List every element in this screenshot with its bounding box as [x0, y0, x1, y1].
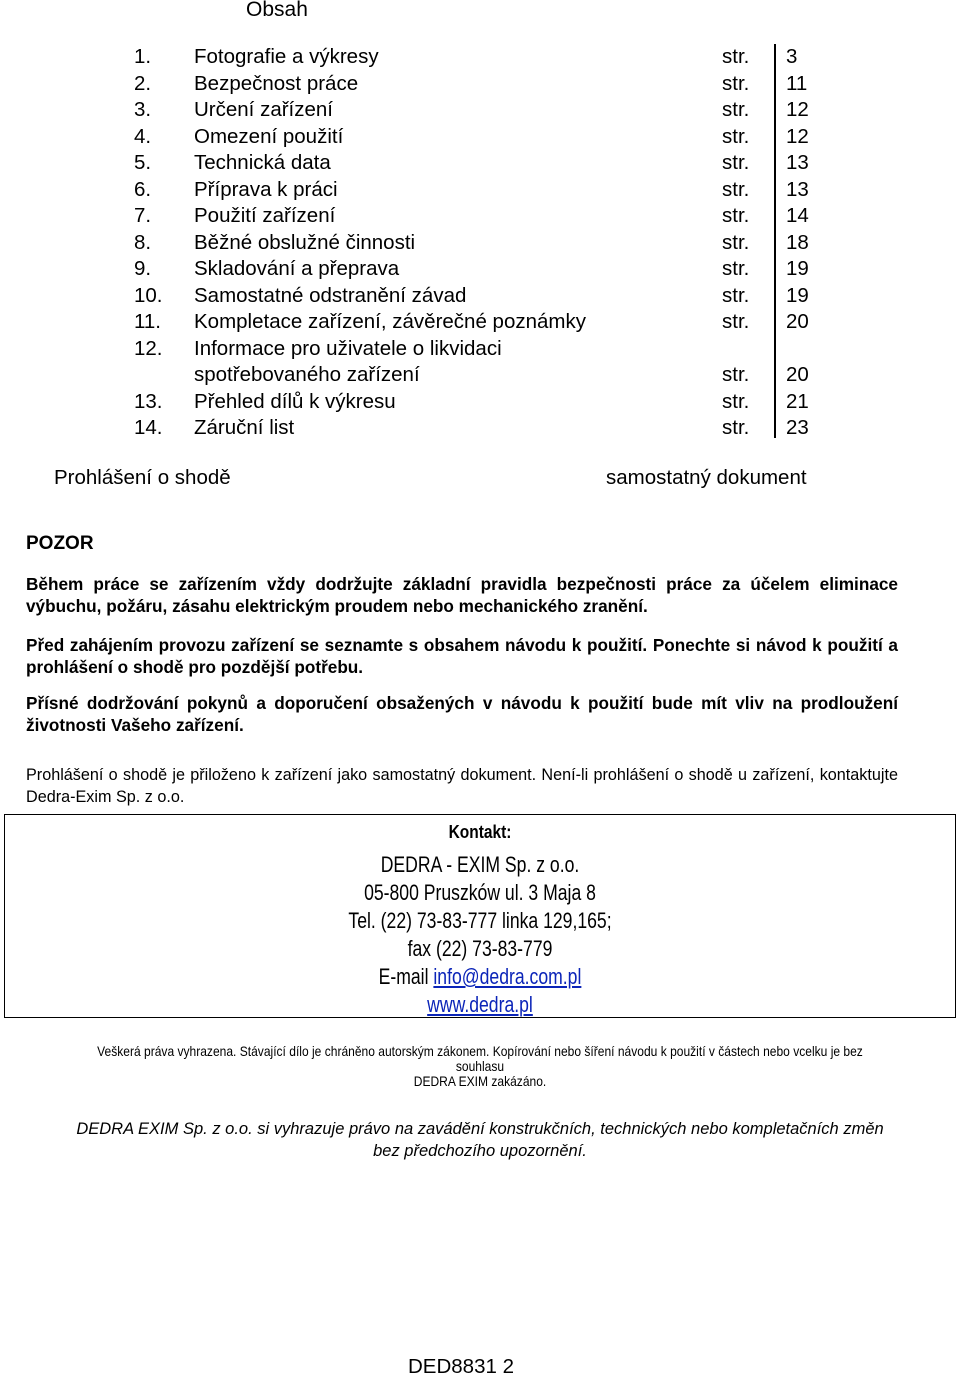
toc-str-label: str. — [722, 45, 750, 68]
toc-number: 9. — [134, 257, 152, 280]
toc-row[interactable] — [0, 309, 960, 336]
toc-number: 14. — [134, 416, 163, 439]
toc-page-number: 14 — [786, 204, 809, 227]
contact-heading: Kontakt: — [448, 822, 512, 842]
toc-row[interactable] — [0, 230, 960, 257]
toc-row[interactable] — [0, 336, 960, 389]
toc-row[interactable] — [0, 177, 960, 204]
toc-str-label: str. — [722, 71, 750, 95]
toc-row[interactable] — [0, 283, 960, 310]
warning-paragraph: Před zahájením provozu zařízení se seznamte s obsahem návodu k použití. Ponechte si návod k použití a prohlášení o shodě pro pozdější potřebu. — [26, 635, 898, 677]
toc-title: Bezpečnost práce — [194, 71, 359, 95]
declaration-label: Prohlášení o shodě — [54, 466, 231, 489]
email-label: E-mail — [378, 964, 429, 989]
toc-page-number: 12 — [786, 98, 809, 121]
toc-row[interactable] — [0, 71, 960, 98]
toc-title: Přehled dílů k výkresu — [194, 389, 396, 413]
toc-str-label: str. — [722, 363, 750, 386]
warning-paragraph: Během práce se zařízením vždy dodržujte základní pravidla bezpečnosti práce za účelem eliminace výbuchu, požáru, zásahu elektrickým proudem nebo mechanického zranění. — [26, 574, 898, 616]
toc-page-number: 13 — [786, 177, 809, 201]
document-code: DED8831 2 — [408, 1355, 514, 1378]
toc-str-label: str. — [722, 177, 750, 201]
toc-row[interactable] — [0, 389, 960, 416]
toc-title — [194, 336, 714, 389]
toc-title: Běžné obslužné činnosti — [194, 230, 416, 254]
contact-address: 05-800 Pruszków ul. 3 Maja 8 — [364, 880, 596, 905]
toc-number: 10. — [134, 283, 163, 307]
toc-str-label: str. — [722, 204, 750, 227]
toc-str-label: str. — [722, 257, 750, 280]
toc-divider — [774, 44, 776, 438]
toc-page-number: 3 — [786, 45, 798, 68]
website-link[interactable]: www.dedra.pl — [427, 992, 533, 1017]
disclaimer-line: bez předchozího upozornění. — [373, 1142, 587, 1160]
toc-number: 13. — [134, 389, 163, 413]
toc-number: 11. — [134, 310, 161, 333]
toc-title: Skladování a přeprava — [194, 257, 400, 280]
toc-str-label: str. — [722, 389, 750, 413]
toc-title: Samostatné odstranění závad — [194, 283, 467, 307]
toc-page-number: 19 — [786, 283, 809, 307]
toc-page-number: 12 — [786, 124, 809, 148]
toc-str-label: str. — [722, 416, 750, 439]
email-link[interactable]: info@dedra.com.pl — [433, 964, 582, 989]
toc-row[interactable] — [0, 97, 960, 124]
copyright-line: Veškerá práva vyhrazena. Stávající dílo je chráněno autorským zákonem. Kopírování nebo šíření návodu k použití v částech nebo vcelku je bez souhlasu — [97, 1043, 863, 1074]
toc-number: 4. — [134, 124, 152, 148]
contact-phone: Tel. (22) 73-83-777 linka 129,165; — [348, 908, 612, 933]
toc-number: 8. — [134, 230, 152, 254]
toc-title: Technická data — [194, 151, 331, 174]
toc-title: Záruční list — [194, 416, 295, 439]
copyright-line: DEDRA EXIM zakázáno. — [413, 1073, 547, 1089]
declaration-paragraph: Prohlášení o shodě je přiloženo k zařízení jako samostatný dokument. Není-li prohlášení o shodě u zařízení, kontaktujte Dedra-Exim Sp. z o.o. — [26, 766, 898, 806]
toc-row[interactable] — [0, 124, 960, 151]
contact-fax: fax (22) 73-83-779 — [407, 936, 553, 961]
toc-page-number: 23 — [786, 416, 809, 439]
toc-row[interactable] — [0, 44, 960, 71]
toc-row[interactable] — [0, 256, 960, 283]
toc-title: Kompletace zařízení, závěrečné poznámky — [194, 310, 586, 333]
toc-str-label: str. — [722, 310, 750, 333]
toc-str-label: str. — [722, 151, 750, 174]
toc-title: Fotografie a výkresy — [194, 45, 379, 68]
warning-title: POZOR — [26, 533, 94, 554]
toc-page-number: 19 — [786, 257, 809, 280]
disclaimer — [20, 1118, 940, 1162]
toc-number: 2. — [134, 71, 152, 95]
toc-row[interactable] — [0, 150, 960, 177]
toc-page-number: 20 — [786, 363, 809, 386]
toc-title: Použití zařízení — [194, 204, 336, 227]
contact-web-line — [100, 992, 860, 1018]
toc-row[interactable] — [0, 203, 960, 230]
page-title: Obsah — [246, 0, 308, 21]
toc-str-label: str. — [722, 124, 750, 148]
toc-title-line: Informace pro uživatele o likvidaci — [194, 336, 502, 360]
disclaimer-line: DEDRA EXIM Sp. z o.o. si vyhrazuje právo na zavádění konstrukčních, technických nebo kompletačních změn — [76, 1120, 884, 1138]
toc-number: 6. — [134, 177, 152, 201]
toc-page-number: 20 — [786, 310, 809, 333]
declaration-note: samostatný dokument — [606, 466, 807, 489]
contact-email-line — [100, 964, 860, 990]
toc-number: 5. — [134, 151, 152, 174]
toc-number: 12. — [134, 336, 163, 360]
toc-number: 1. — [134, 45, 152, 68]
toc-page-number: 18 — [786, 230, 809, 254]
warning-paragraph: Přísné dodržování pokynů a doporučení obsažených v návodu k použití bude mít vliv na prodloužení životnosti Vašeho zařízení. — [26, 693, 898, 735]
copyright-notice — [84, 1044, 875, 1089]
toc-page-number: 13 — [786, 151, 809, 174]
toc-title: Určení zařízení — [194, 98, 333, 121]
toc-number: 7. — [134, 204, 152, 227]
contact-box — [4, 814, 956, 1018]
toc-title: Omezení použití — [194, 124, 344, 148]
toc-title: Příprava k práci — [194, 177, 338, 201]
toc-number: 3. — [134, 98, 152, 121]
toc-str-label: str. — [722, 98, 750, 121]
toc-row[interactable] — [0, 415, 960, 442]
toc-str-label: str. — [722, 283, 750, 307]
table-of-contents — [0, 44, 960, 442]
toc-title-line: spotřebovaného zařízení — [194, 363, 420, 386]
contact-company: DEDRA - EXIM Sp. z o.o. — [380, 852, 580, 877]
toc-page-number: 11 — [786, 71, 808, 95]
toc-page-number: 21 — [786, 389, 809, 413]
toc-str-label: str. — [722, 230, 750, 254]
